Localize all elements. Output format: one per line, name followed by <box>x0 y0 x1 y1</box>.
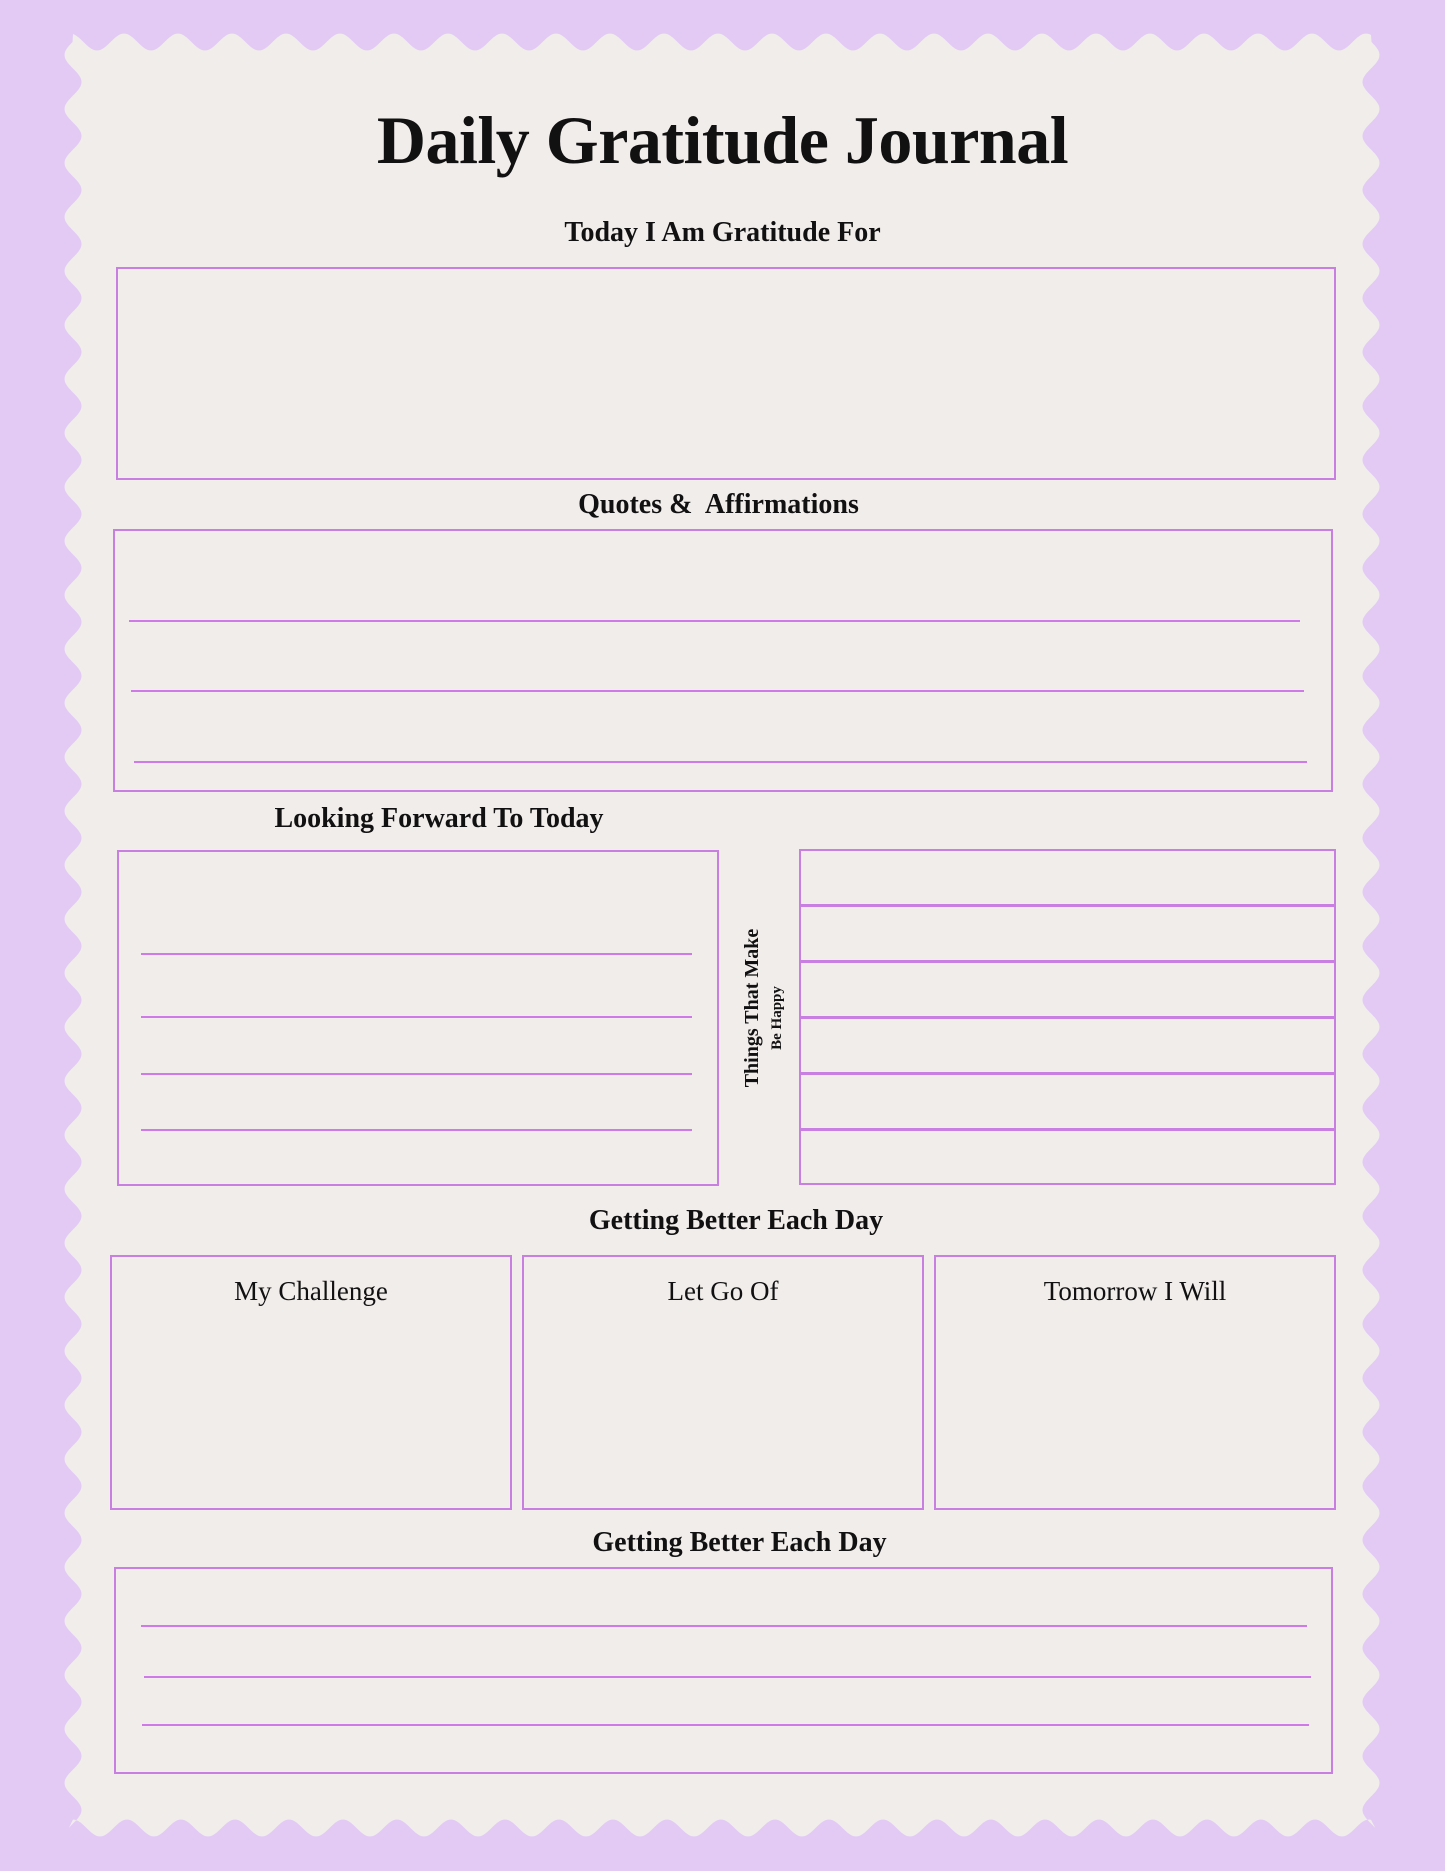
let-go-of-label: Let Go Of <box>667 1276 779 1306</box>
writing-line <box>141 953 692 955</box>
gratitude-writing-box[interactable] <box>116 267 1336 480</box>
tomorrow-i-will-box[interactable] <box>934 1255 1336 1510</box>
happy-thing-row-6[interactable] <box>801 1131 1334 1183</box>
happy-thing-row-3[interactable] <box>801 963 1334 1016</box>
my-challenge-label: My Challenge <box>234 1276 388 1306</box>
writing-line <box>141 1016 692 1018</box>
be-happy-label: Be Happy <box>769 986 785 1050</box>
quotes-heading: Quotes & Affirmations <box>578 489 859 520</box>
let-go-of-box[interactable] <box>522 1255 924 1510</box>
happy-thing-row-5[interactable] <box>801 1075 1334 1128</box>
page-title: Daily Gratitude Journal <box>376 102 1069 178</box>
writing-line <box>134 761 1307 763</box>
gratitude-heading: Today I Am Gratitude For <box>564 217 881 248</box>
tomorrow-i-will-label: Tomorrow I Will <box>1043 1276 1227 1306</box>
writing-line <box>144 1676 1311 1678</box>
writing-line <box>141 1073 692 1075</box>
happy-thing-row-4[interactable] <box>801 1019 1334 1072</box>
writing-line <box>141 1625 1307 1627</box>
writing-line <box>141 1129 692 1131</box>
writing-line <box>129 620 1300 622</box>
looking-forward-heading: Looking Forward To Today <box>274 803 604 834</box>
writing-line <box>142 1724 1309 1726</box>
looking-forward-writing-box[interactable] <box>117 850 719 1186</box>
writing-line <box>131 690 1304 692</box>
things-that-make-label: Things That Make <box>741 928 763 1088</box>
my-challenge-box[interactable] <box>110 1255 512 1510</box>
getting-better-notes-box[interactable] <box>114 1567 1333 1774</box>
happy-thing-row-2[interactable] <box>801 907 1334 960</box>
getting-better-heading: Getting Better Each Day <box>588 1205 884 1236</box>
getting-better-notes-heading: Getting Better Each Day <box>592 1527 887 1558</box>
quotes-writing-box[interactable] <box>113 529 1333 792</box>
happy-thing-row-1[interactable] <box>801 851 1334 904</box>
